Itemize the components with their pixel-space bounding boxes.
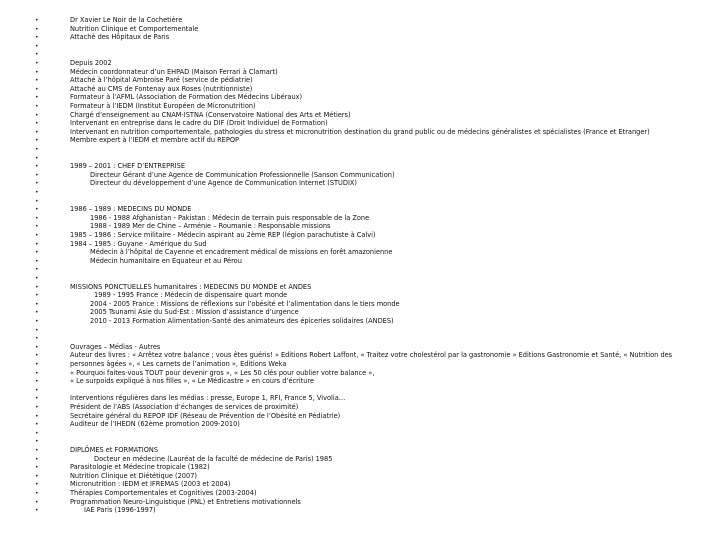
- bullet-marker: •: [35, 464, 39, 472]
- document-line-text: Chargé d’enseignement au CNAM-ISTNA (Conservatoire National des Arts et Métiers): [70, 110, 351, 119]
- document-line-text: Directeur du développement d’une Agence de Communication Internet (STUDIX): [90, 179, 357, 188]
- bullet-marker: •: [35, 214, 39, 222]
- document-line-text: Membre expert à l’IEDM et membre actif du REPOP: [70, 136, 239, 145]
- document-line-text: Intervenant en entreprise dans le cadre du DIF (Droit Individuel de Formation): [70, 119, 328, 128]
- bullet-marker: •: [35, 429, 39, 437]
- bullet-marker: •: [35, 343, 39, 351]
- bullet-marker: •: [35, 51, 39, 59]
- document-line-text: 1986 - 1988 Afghanistan - Pakistan : Médecin de terrain puis responsable de la Zone: [90, 213, 370, 222]
- bullet-marker: •: [35, 60, 39, 67]
- bullet-marker: •: [35, 309, 39, 317]
- document-line-text: Attaché au CMS de Fontenay aux Roses (nutritionniste): [70, 84, 253, 93]
- bullet-marker: •: [35, 94, 39, 102]
- bullet-marker: •: [35, 490, 39, 497]
- document-line-text: Formateur à l’AFML (Association de Formation des Médecins Libéraux): [70, 93, 303, 102]
- bullet-marker: •: [35, 223, 39, 231]
- bullet-marker: •: [35, 395, 39, 403]
- bullet-marker: •: [35, 447, 39, 454]
- document-line-text: Interventions régulières dans les médias : presse, Europe 1, RFI, France 5, Vivolia…: [70, 394, 346, 403]
- document-line-text: 1984 – 1985 : Guyane - Amérique du Sud: [70, 239, 207, 248]
- bullet-marker: •: [35, 68, 39, 76]
- bullet-marker: •: [35, 128, 39, 136]
- document-line-text: Nutrition Clinique et Diététique (2007): [70, 471, 197, 480]
- bullet-marker: •: [35, 171, 39, 179]
- document-line-text: Nutrition Clinique et Comportementale: [70, 24, 199, 33]
- bullet-marker: •: [35, 137, 39, 145]
- document-line-text: 2010 - 2013 Formation Alimentation-Santé des animateurs des épiceries solidaires (ANDES): [90, 317, 394, 325]
- bullet-marker: •: [35, 232, 39, 239]
- document-line-text: Docteur en médecine (Lauréat de la faculté de médecine de Paris) 1985: [94, 454, 333, 463]
- bullet-marker: •: [35, 120, 39, 128]
- bullet-marker: •: [35, 378, 39, 386]
- document-line-text: IAE Paris (1996-1997): [84, 506, 156, 515]
- bullet-marker: •: [35, 275, 39, 282]
- bullet-marker: •: [35, 438, 39, 446]
- bullet-marker: •: [35, 103, 39, 110]
- document-line-text: Micronutrition : IEDM et IFREMAS (2003 et 2004): [70, 480, 231, 489]
- document-line-text: 2004 - 2005 France : Missions de réflexions sur l’obésité et l’alimentation dans le tiers monde: [90, 299, 400, 308]
- document-line-text: DIPLÔMES et FORMATIONS: [70, 446, 159, 454]
- bullet-marker: •: [35, 472, 39, 480]
- bullet-marker: •: [35, 257, 39, 265]
- bullet-marker: •: [35, 197, 39, 205]
- bullet-marker: •: [35, 421, 39, 429]
- document-line-text: Médecin coordonnateur d’un EHPAD (Maison Ferrari à Clamart): [70, 67, 278, 76]
- document-line-text: 2005 Tsunami Asie du Sud-Est : Mission d’assistance d’urgence: [90, 308, 299, 317]
- document-line-text: Thérapies Comportementales et Cognitives (2003-2004): [70, 489, 257, 497]
- bullet-marker: •: [35, 335, 39, 343]
- bullet-marker: •: [35, 240, 39, 248]
- bullet-marker: •: [35, 292, 39, 300]
- bullet-marker: •: [35, 369, 39, 377]
- bullet-marker: •: [35, 25, 39, 33]
- document-line-text: 1989 - 1995 France : Médecin de dispensaire quart monde: [94, 291, 288, 300]
- document-line-text: Secrétaire général du REPOP IDF (Réseau de Prévention de l’Obésité en Pédiatrie): [70, 411, 341, 420]
- bullet-marker: •: [35, 283, 39, 291]
- bullet-marker: •: [35, 507, 39, 515]
- bullet-marker: •: [35, 206, 39, 214]
- document-line-text: personnes âgées », « Les carnets de l’animation », Editions Weka: [70, 360, 287, 368]
- bullet-marker: •: [35, 386, 39, 394]
- bullet-marker: •: [35, 481, 39, 489]
- bullet-marker: •: [35, 318, 39, 325]
- document-line-text: Formateur à l’IEDM (Institut Européen de Micronutrition): [70, 102, 256, 110]
- document-line-text: Président de l’ABS (Association d’échanges de services de proximité): [70, 403, 299, 411]
- document-line-text: Parasitologie et Médecine tropicale (1982): [70, 463, 210, 472]
- bullet-marker: •: [35, 111, 39, 119]
- document-line-text: MISSIONS PONCTUELLES humanitaires : MEDECINS DU MONDE et ANDES: [70, 282, 312, 291]
- document-line-text: « Pourquoi faites-vous TOUT pour devenir gros », « Les 50 clés pour oublier votre balance »,: [70, 368, 375, 377]
- document-line-text: 1986 – 1989 : MEDECINS DU MONDE: [70, 205, 192, 214]
- bullet-marker: •: [35, 455, 39, 463]
- document-line-text: Attaché des Hôpitaux de Paris: [70, 33, 170, 42]
- document-line-text: Depuis 2002: [70, 59, 112, 67]
- bullet-marker: •: [35, 498, 39, 506]
- bullet-marker: •: [35, 404, 39, 411]
- document-line-text: Intervenant en nutrition comportementale, pathologies du stress et micronutrition destination du grand public ou de médecins généralistes et spécialistes (France et Etranger): [70, 127, 650, 136]
- bullet-marker: •: [35, 412, 39, 420]
- bullet-marker: •: [35, 77, 39, 85]
- document-line-text: 1988 - 1989 Mer de Chine – Arménie – Roumanie : Responsable missions: [90, 222, 331, 231]
- document-line-text: 1989 – 2001 : CHEF D’ENTREPRISE: [70, 162, 185, 171]
- bullet-marker: •: [35, 42, 39, 50]
- bullet-marker: •: [35, 163, 39, 171]
- bullet-marker: •: [35, 154, 39, 162]
- document-line-text: Médecin humanitaire en Equateur et au Pérou: [90, 256, 242, 265]
- bullet-marker: •: [35, 146, 39, 153]
- document-line-text: Programmation Neuro-Linguistique (PNL) et Entretiens motivationnels: [70, 497, 301, 506]
- document-line-text: Dr Xavier Le Noir de la Cochetière: [70, 16, 183, 24]
- bullet-marker: •: [35, 326, 39, 334]
- document-line-text: Auditeur de l’IHEDN (62ème promotion 2009-2010): [70, 420, 240, 429]
- document-line-text: Directeur Gérant d’une Agence de Communication Professionnelle (Sanson Communication): [90, 170, 395, 179]
- bullet-marker: •: [35, 34, 39, 42]
- bullet-marker: •: [35, 266, 39, 274]
- bullet-marker: •: [35, 352, 39, 360]
- bullet-marker: •: [35, 300, 39, 308]
- document-line-text: Médecin à l’hôpital de Cayenne et encadrement médical de missions en forêt amazonienne: [90, 248, 393, 257]
- bullet-marker: •: [35, 189, 39, 196]
- document-line-text: « Le surpoids expliqué à nos filles », « Le Médicastre » en cours d’écriture: [70, 377, 315, 386]
- bullet-marker: •: [35, 85, 39, 93]
- bullet-marker: •: [35, 249, 39, 257]
- document-line-text: 1985 – 1986 : Service militaire - Médecin aspirant au 2ème REP (légion parachutiste à Calvi): [70, 231, 376, 239]
- document-line-text: Ouvrages – Médias - Autres: [70, 342, 161, 351]
- bullet-marker: •: [35, 361, 39, 368]
- bullet-marker: •: [35, 17, 39, 24]
- document-line-text: Auteur des livres : « Arrêtez votre balance ; vous êtes guéris! » Editions Robert Laffont, « Traitez votre cholestérol par la gastronomie » Editions Gastronomie et Santé, « Nutrition des: [70, 351, 673, 360]
- bullet-marker: •: [35, 180, 39, 188]
- document-line-text: Attaché à l’hôpital Ambroise Paré (service de pédiatrie): [70, 76, 253, 85]
